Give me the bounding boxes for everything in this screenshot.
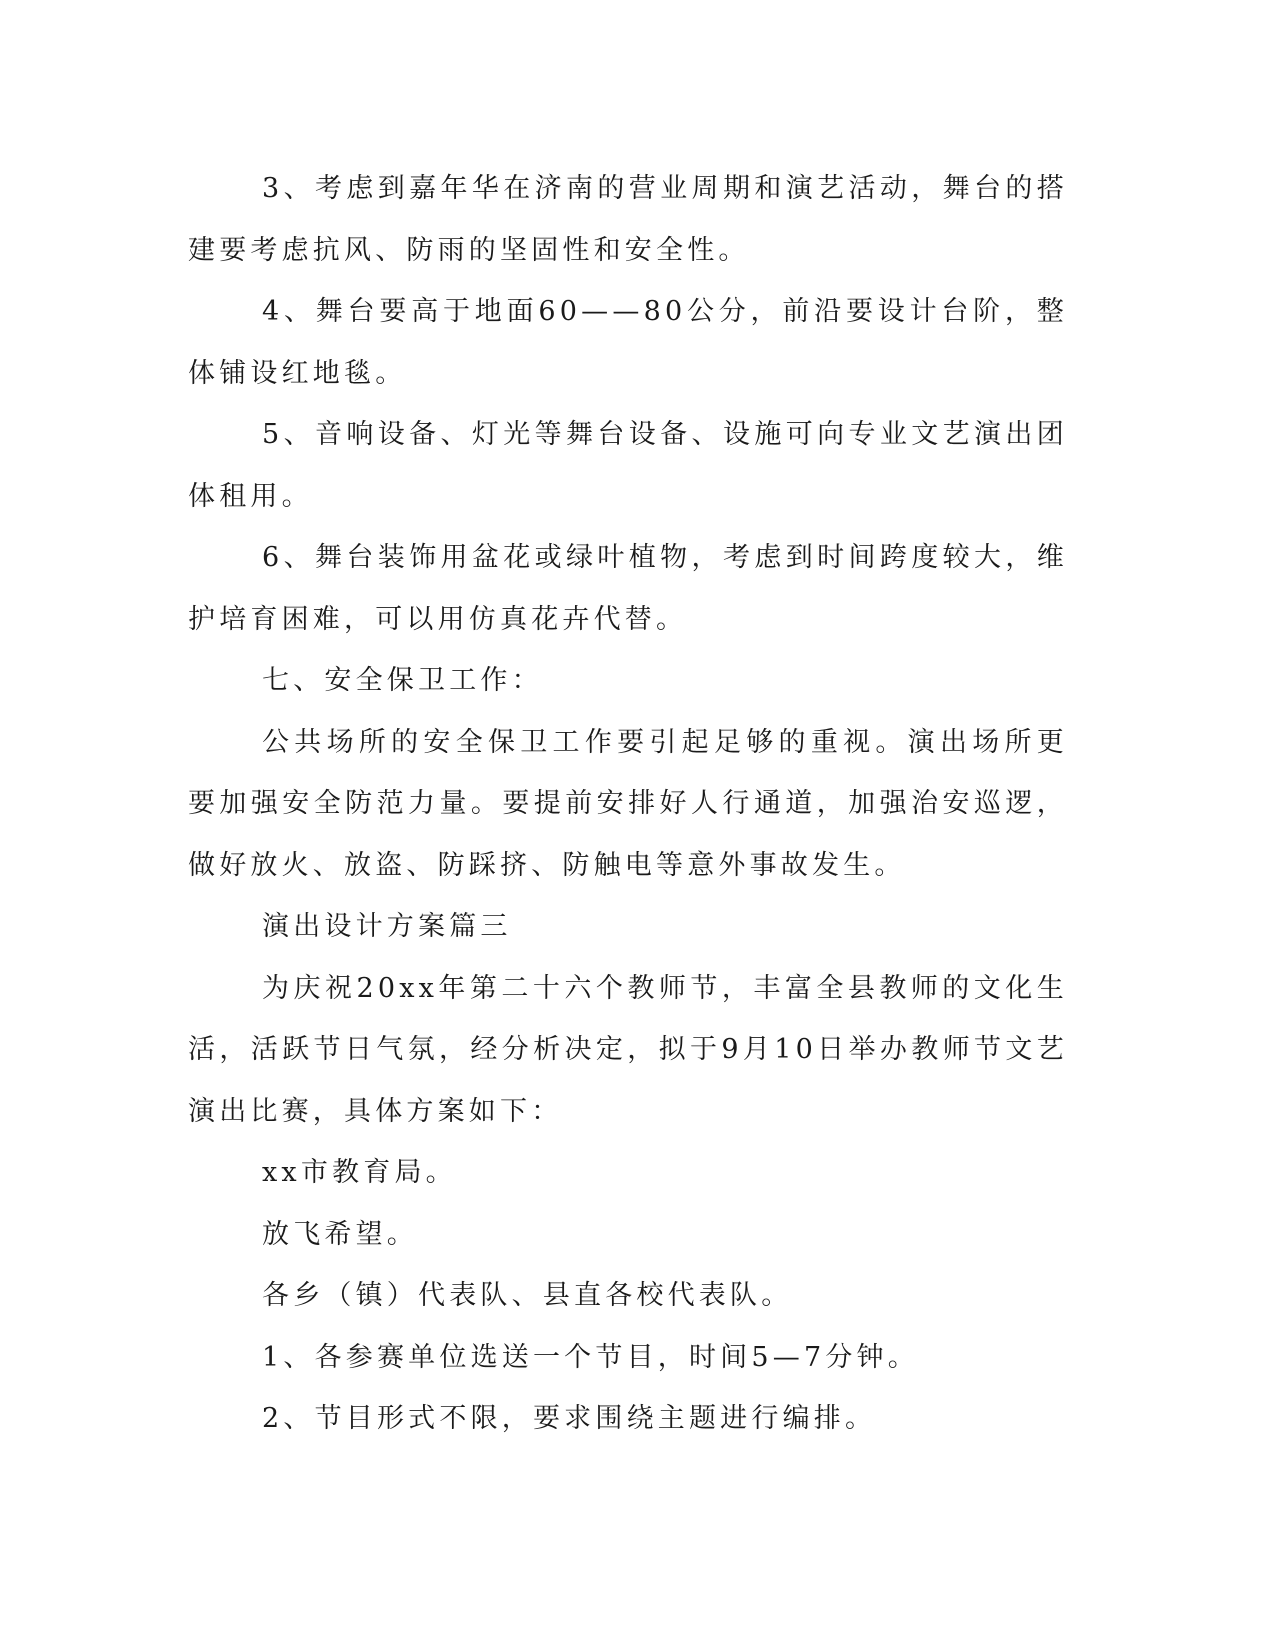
paragraph-participants: 各乡（镇）代表队、县直各校代表队。 (262, 1280, 793, 1311)
paragraph-stage-weather: 3、考虑到嘉年华在济南的营业周期和演艺活动，舞台的搭建要考虑抗风、防雨的坚固性和安全性。 (188, 173, 1068, 266)
paragraph-stage-height: 4、舞台要高于地面60——80公分，前沿要设计台阶，整体铺设红地毯。 (188, 296, 1068, 389)
paragraph-rule-two: 2、节目形式不限，要求围绕主题进行编排。 (262, 1403, 877, 1434)
section-heading-security: 七、安全保卫工作： (262, 665, 543, 696)
paragraph-stage-decoration: 6、舞台装饰用盆花或绿叶植物，考虑到时间跨度较大，维护培育困难，可以用仿真花卉代替。 (188, 542, 1068, 635)
paragraph-security-work: 公共场所的安全保卫工作要引起足够的重视。演出场所更要加强安全防范力量。要提前安排好人行通道，加强治安巡逻，做好放火、放盗、防踩挤、防触电等意外事故发生。 (188, 726, 1068, 881)
section-heading-plan-three: 演出设计方案篇三 (262, 911, 512, 942)
paragraph-sound-equipment: 5、音响设备、灯光等舞台设备、设施可向专业文艺演出团体租用。 (188, 419, 1068, 512)
paragraph-teachers-day: 为庆祝20xx年第二十六个教师节，丰富全县教师的文化生活，活跃节日气氛，经分析决定，拟于9月10日举办教师节文艺演出比赛，具体方案如下： (188, 972, 1068, 1127)
paragraph-theme: 放飞希望。 (262, 1218, 418, 1250)
paragraph-rule-one: 1、各参赛单位选送一个节目，时间5—7分钟。 (262, 1341, 919, 1373)
paragraph-organizer: xx市教育局。 (262, 1157, 457, 1188)
document-body (188, 158, 1068, 1450)
